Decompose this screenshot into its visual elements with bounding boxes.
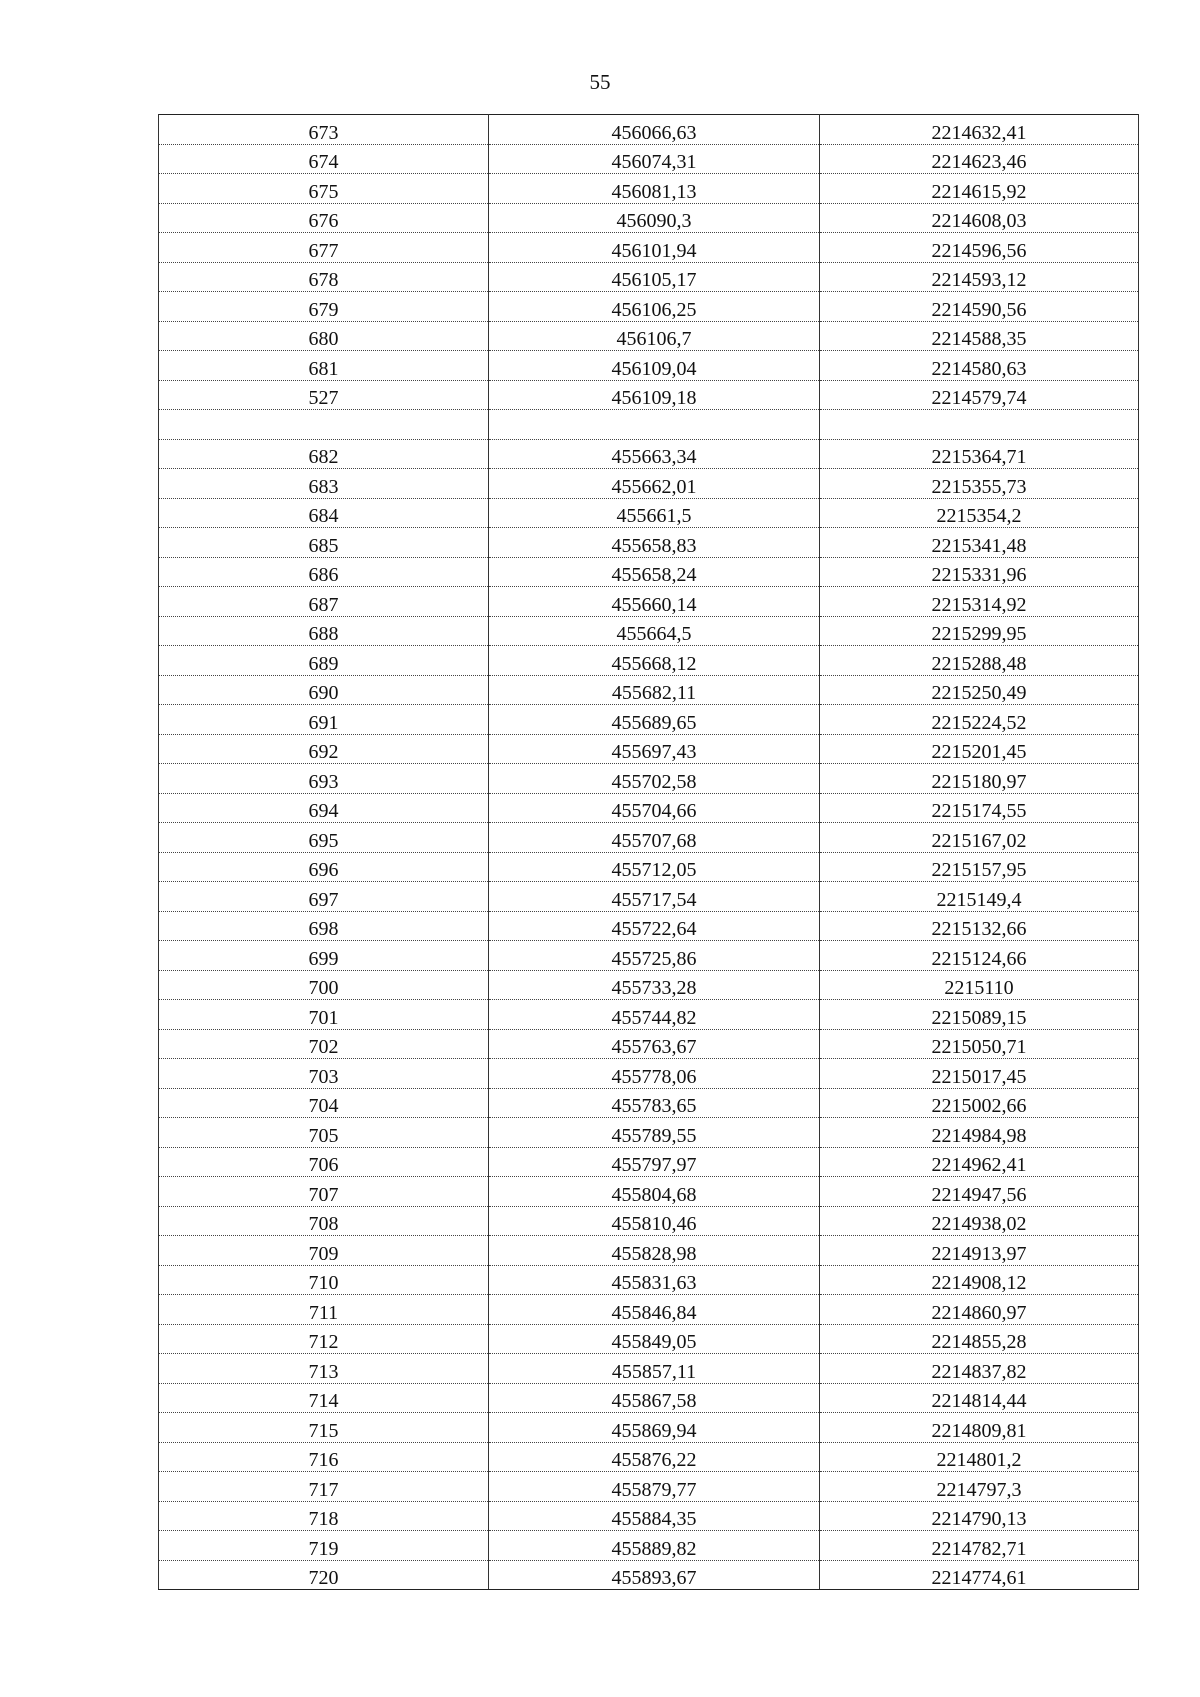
x-coordinate-cell: 455879,77 xyxy=(489,1472,820,1502)
table-row xyxy=(159,1236,1139,1266)
x-coordinate-cell: 455704,66 xyxy=(489,793,820,823)
y-coordinate-cell: 2215089,15 xyxy=(820,1000,1139,1030)
point-number-cell: 712 xyxy=(159,1324,489,1354)
point-number-cell: 693 xyxy=(159,764,489,794)
point-number-cell: 696 xyxy=(159,852,489,882)
x-coordinate-cell: 455697,43 xyxy=(489,734,820,764)
table-row xyxy=(159,380,1139,410)
table-row xyxy=(159,1265,1139,1295)
point-number-cell: 714 xyxy=(159,1383,489,1413)
y-coordinate-cell: 2215288,48 xyxy=(820,646,1139,676)
point-number-cell: 675 xyxy=(159,174,489,204)
x-coordinate-cell: 455797,97 xyxy=(489,1147,820,1177)
x-coordinate-cell: 456074,31 xyxy=(489,144,820,174)
y-coordinate-cell: 2215341,48 xyxy=(820,528,1139,558)
point-number-cell: 713 xyxy=(159,1354,489,1384)
y-coordinate-cell: 2215354,2 xyxy=(820,498,1139,528)
table-row xyxy=(159,1383,1139,1413)
x-coordinate-cell: 455869,94 xyxy=(489,1413,820,1443)
y-coordinate-cell xyxy=(820,410,1139,440)
table-row xyxy=(159,616,1139,646)
point-number-cell: 706 xyxy=(159,1147,489,1177)
table-row xyxy=(159,587,1139,617)
y-coordinate-cell: 2215050,71 xyxy=(820,1029,1139,1059)
x-coordinate-cell: 456106,7 xyxy=(489,321,820,351)
table-row xyxy=(159,1088,1139,1118)
table-row xyxy=(159,498,1139,528)
x-coordinate-cell: 455658,83 xyxy=(489,528,820,558)
table-row xyxy=(159,675,1139,705)
y-coordinate-cell: 2214615,92 xyxy=(820,174,1139,204)
x-coordinate-cell: 455744,82 xyxy=(489,1000,820,1030)
point-number-cell: 699 xyxy=(159,941,489,971)
point-number-cell: 715 xyxy=(159,1413,489,1443)
point-number-cell: 702 xyxy=(159,1029,489,1059)
x-coordinate-cell: 455712,05 xyxy=(489,852,820,882)
y-coordinate-cell: 2214596,56 xyxy=(820,233,1139,263)
table-row xyxy=(159,1059,1139,1089)
table-row xyxy=(159,911,1139,941)
point-number-cell: 674 xyxy=(159,144,489,174)
y-coordinate-cell: 2214913,97 xyxy=(820,1236,1139,1266)
point-number-cell: 708 xyxy=(159,1206,489,1236)
y-coordinate-cell: 2215299,95 xyxy=(820,616,1139,646)
point-number-cell: 684 xyxy=(159,498,489,528)
x-coordinate-cell: 456105,17 xyxy=(489,262,820,292)
point-number-cell: 689 xyxy=(159,646,489,676)
table-row xyxy=(159,646,1139,676)
table-row xyxy=(159,1147,1139,1177)
table-row xyxy=(159,705,1139,735)
point-number-cell: 705 xyxy=(159,1118,489,1148)
table-row xyxy=(159,144,1139,174)
point-number-cell: 690 xyxy=(159,675,489,705)
x-coordinate-cell: 455662,01 xyxy=(489,469,820,499)
table-row xyxy=(159,823,1139,853)
table-row xyxy=(159,1501,1139,1531)
y-coordinate-cell: 2215250,49 xyxy=(820,675,1139,705)
table-row xyxy=(159,174,1139,204)
point-number-cell: 673 xyxy=(159,115,489,145)
point-number-cell: 701 xyxy=(159,1000,489,1030)
point-number-cell: 709 xyxy=(159,1236,489,1266)
point-number-cell: 691 xyxy=(159,705,489,735)
table-row xyxy=(159,1531,1139,1561)
y-coordinate-cell: 2214782,71 xyxy=(820,1531,1139,1561)
x-coordinate-cell: 455884,35 xyxy=(489,1501,820,1531)
y-coordinate-cell: 2214774,61 xyxy=(820,1560,1139,1590)
x-coordinate-cell: 455849,05 xyxy=(489,1324,820,1354)
y-coordinate-cell: 2215124,66 xyxy=(820,941,1139,971)
y-coordinate-cell: 2215002,66 xyxy=(820,1088,1139,1118)
x-coordinate-cell: 456109,18 xyxy=(489,380,820,410)
table-row xyxy=(159,262,1139,292)
table-row xyxy=(159,1560,1139,1590)
y-coordinate-cell: 2215314,92 xyxy=(820,587,1139,617)
table-row xyxy=(159,1413,1139,1443)
point-number-cell: 685 xyxy=(159,528,489,558)
table-row xyxy=(159,1206,1139,1236)
point-number-cell: 698 xyxy=(159,911,489,941)
table-row xyxy=(159,115,1139,145)
table-row xyxy=(159,1029,1139,1059)
x-coordinate-cell: 455725,86 xyxy=(489,941,820,971)
y-coordinate-cell: 2214984,98 xyxy=(820,1118,1139,1148)
point-number-cell: 717 xyxy=(159,1472,489,1502)
point-number-cell: 687 xyxy=(159,587,489,617)
table-row xyxy=(159,410,1139,440)
point-number-cell: 692 xyxy=(159,734,489,764)
point-number-cell: 718 xyxy=(159,1501,489,1531)
coordinates-table-body xyxy=(159,115,1139,1590)
table-row xyxy=(159,1472,1139,1502)
y-coordinate-cell: 2215174,55 xyxy=(820,793,1139,823)
point-number-cell: 679 xyxy=(159,292,489,322)
table-row xyxy=(159,1324,1139,1354)
point-number-cell: 707 xyxy=(159,1177,489,1207)
point-number-cell: 681 xyxy=(159,351,489,381)
x-coordinate-cell: 455857,11 xyxy=(489,1354,820,1384)
point-number-cell: 680 xyxy=(159,321,489,351)
x-coordinate-cell: 455876,22 xyxy=(489,1442,820,1472)
table-row xyxy=(159,528,1139,558)
point-number-cell: 695 xyxy=(159,823,489,853)
x-coordinate-cell: 455763,67 xyxy=(489,1029,820,1059)
table-row xyxy=(159,734,1139,764)
table-row xyxy=(159,882,1139,912)
y-coordinate-cell: 2214797,3 xyxy=(820,1472,1139,1502)
y-coordinate-cell: 2214962,41 xyxy=(820,1147,1139,1177)
y-coordinate-cell: 2214908,12 xyxy=(820,1265,1139,1295)
x-coordinate-cell: 455789,55 xyxy=(489,1118,820,1148)
point-number-cell: 710 xyxy=(159,1265,489,1295)
y-coordinate-cell: 2215331,96 xyxy=(820,557,1139,587)
table-row xyxy=(159,1177,1139,1207)
x-coordinate-cell: 455660,14 xyxy=(489,587,820,617)
y-coordinate-cell: 2215157,95 xyxy=(820,852,1139,882)
y-coordinate-cell: 2214632,41 xyxy=(820,115,1139,145)
y-coordinate-cell: 2214623,46 xyxy=(820,144,1139,174)
x-coordinate-cell: 455804,68 xyxy=(489,1177,820,1207)
y-coordinate-cell: 2215017,45 xyxy=(820,1059,1139,1089)
point-number-cell: 686 xyxy=(159,557,489,587)
point-number-cell: 527 xyxy=(159,380,489,410)
point-number-cell: 677 xyxy=(159,233,489,263)
x-coordinate-cell: 455831,63 xyxy=(489,1265,820,1295)
y-coordinate-cell: 2214947,56 xyxy=(820,1177,1139,1207)
table-row xyxy=(159,941,1139,971)
page-number: 55 xyxy=(589,70,611,94)
table-row xyxy=(159,557,1139,587)
x-coordinate-cell: 456066,63 xyxy=(489,115,820,145)
x-coordinate-cell: 455867,58 xyxy=(489,1383,820,1413)
x-coordinate-cell: 456090,3 xyxy=(489,203,820,233)
x-coordinate-cell: 455668,12 xyxy=(489,646,820,676)
table-row xyxy=(159,793,1139,823)
y-coordinate-cell: 2214860,97 xyxy=(820,1295,1139,1325)
point-number-cell: 676 xyxy=(159,203,489,233)
table-row xyxy=(159,1295,1139,1325)
y-coordinate-cell: 2215180,97 xyxy=(820,764,1139,794)
x-coordinate-cell: 456106,25 xyxy=(489,292,820,322)
point-number-cell: 720 xyxy=(159,1560,489,1590)
table-row xyxy=(159,852,1139,882)
table-row xyxy=(159,764,1139,794)
y-coordinate-cell: 2214790,13 xyxy=(820,1501,1139,1531)
point-number-cell: 716 xyxy=(159,1442,489,1472)
table-row xyxy=(159,970,1139,1000)
y-coordinate-cell: 2214588,35 xyxy=(820,321,1139,351)
x-coordinate-cell: 456081,13 xyxy=(489,174,820,204)
y-coordinate-cell: 2214809,81 xyxy=(820,1413,1139,1443)
table-row xyxy=(159,469,1139,499)
y-coordinate-cell: 2214855,28 xyxy=(820,1324,1139,1354)
x-coordinate-cell: 456109,04 xyxy=(489,351,820,381)
x-coordinate-cell: 455702,58 xyxy=(489,764,820,794)
x-coordinate-cell: 455663,34 xyxy=(489,439,820,469)
point-number-cell: 683 xyxy=(159,469,489,499)
point-number-cell: 678 xyxy=(159,262,489,292)
point-number-cell: 697 xyxy=(159,882,489,912)
point-number-cell: 711 xyxy=(159,1295,489,1325)
x-coordinate-cell: 455846,84 xyxy=(489,1295,820,1325)
x-coordinate-cell: 455664,5 xyxy=(489,616,820,646)
table-row xyxy=(159,233,1139,263)
x-coordinate-cell: 455733,28 xyxy=(489,970,820,1000)
x-coordinate-cell: 455893,67 xyxy=(489,1560,820,1590)
table-row xyxy=(159,292,1139,322)
point-number-cell: 719 xyxy=(159,1531,489,1561)
point-number-cell: 682 xyxy=(159,439,489,469)
x-coordinate-cell: 455707,68 xyxy=(489,823,820,853)
table-row xyxy=(159,203,1139,233)
y-coordinate-cell: 2214590,56 xyxy=(820,292,1139,322)
x-coordinate-cell: 455810,46 xyxy=(489,1206,820,1236)
y-coordinate-cell: 2214608,03 xyxy=(820,203,1139,233)
table-row xyxy=(159,1118,1139,1148)
y-coordinate-cell: 2215132,66 xyxy=(820,911,1139,941)
x-coordinate-cell: 455661,5 xyxy=(489,498,820,528)
x-coordinate-cell: 455889,82 xyxy=(489,1531,820,1561)
x-coordinate-cell: 455682,11 xyxy=(489,675,820,705)
y-coordinate-cell: 2214938,02 xyxy=(820,1206,1139,1236)
y-coordinate-cell: 2214814,44 xyxy=(820,1383,1139,1413)
table-row xyxy=(159,1000,1139,1030)
x-coordinate-cell: 456101,94 xyxy=(489,233,820,263)
y-coordinate-cell: 2215364,71 xyxy=(820,439,1139,469)
point-number-cell: 700 xyxy=(159,970,489,1000)
x-coordinate-cell xyxy=(489,410,820,440)
table-row xyxy=(159,321,1139,351)
y-coordinate-cell: 2214580,63 xyxy=(820,351,1139,381)
point-number-cell: 688 xyxy=(159,616,489,646)
y-coordinate-cell: 2215167,02 xyxy=(820,823,1139,853)
y-coordinate-cell: 2215149,4 xyxy=(820,882,1139,912)
y-coordinate-cell: 2214801,2 xyxy=(820,1442,1139,1472)
y-coordinate-cell: 2215110 xyxy=(820,970,1139,1000)
x-coordinate-cell: 455722,64 xyxy=(489,911,820,941)
y-coordinate-cell: 2215355,73 xyxy=(820,469,1139,499)
point-number-cell: 704 xyxy=(159,1088,489,1118)
table-row xyxy=(159,1442,1139,1472)
table-row xyxy=(159,1354,1139,1384)
point-number-cell xyxy=(159,410,489,440)
y-coordinate-cell: 2215224,52 xyxy=(820,705,1139,735)
x-coordinate-cell: 455778,06 xyxy=(489,1059,820,1089)
y-coordinate-cell: 2214593,12 xyxy=(820,262,1139,292)
point-number-cell: 694 xyxy=(159,793,489,823)
x-coordinate-cell: 455689,65 xyxy=(489,705,820,735)
point-number-cell: 703 xyxy=(159,1059,489,1089)
x-coordinate-cell: 455658,24 xyxy=(489,557,820,587)
table-row xyxy=(159,351,1139,381)
y-coordinate-cell: 2214837,82 xyxy=(820,1354,1139,1384)
coordinates-table xyxy=(158,114,1139,1590)
x-coordinate-cell: 455717,54 xyxy=(489,882,820,912)
x-coordinate-cell: 455828,98 xyxy=(489,1236,820,1266)
y-coordinate-cell: 2215201,45 xyxy=(820,734,1139,764)
table-row xyxy=(159,439,1139,469)
y-coordinate-cell: 2214579,74 xyxy=(820,380,1139,410)
x-coordinate-cell: 455783,65 xyxy=(489,1088,820,1118)
